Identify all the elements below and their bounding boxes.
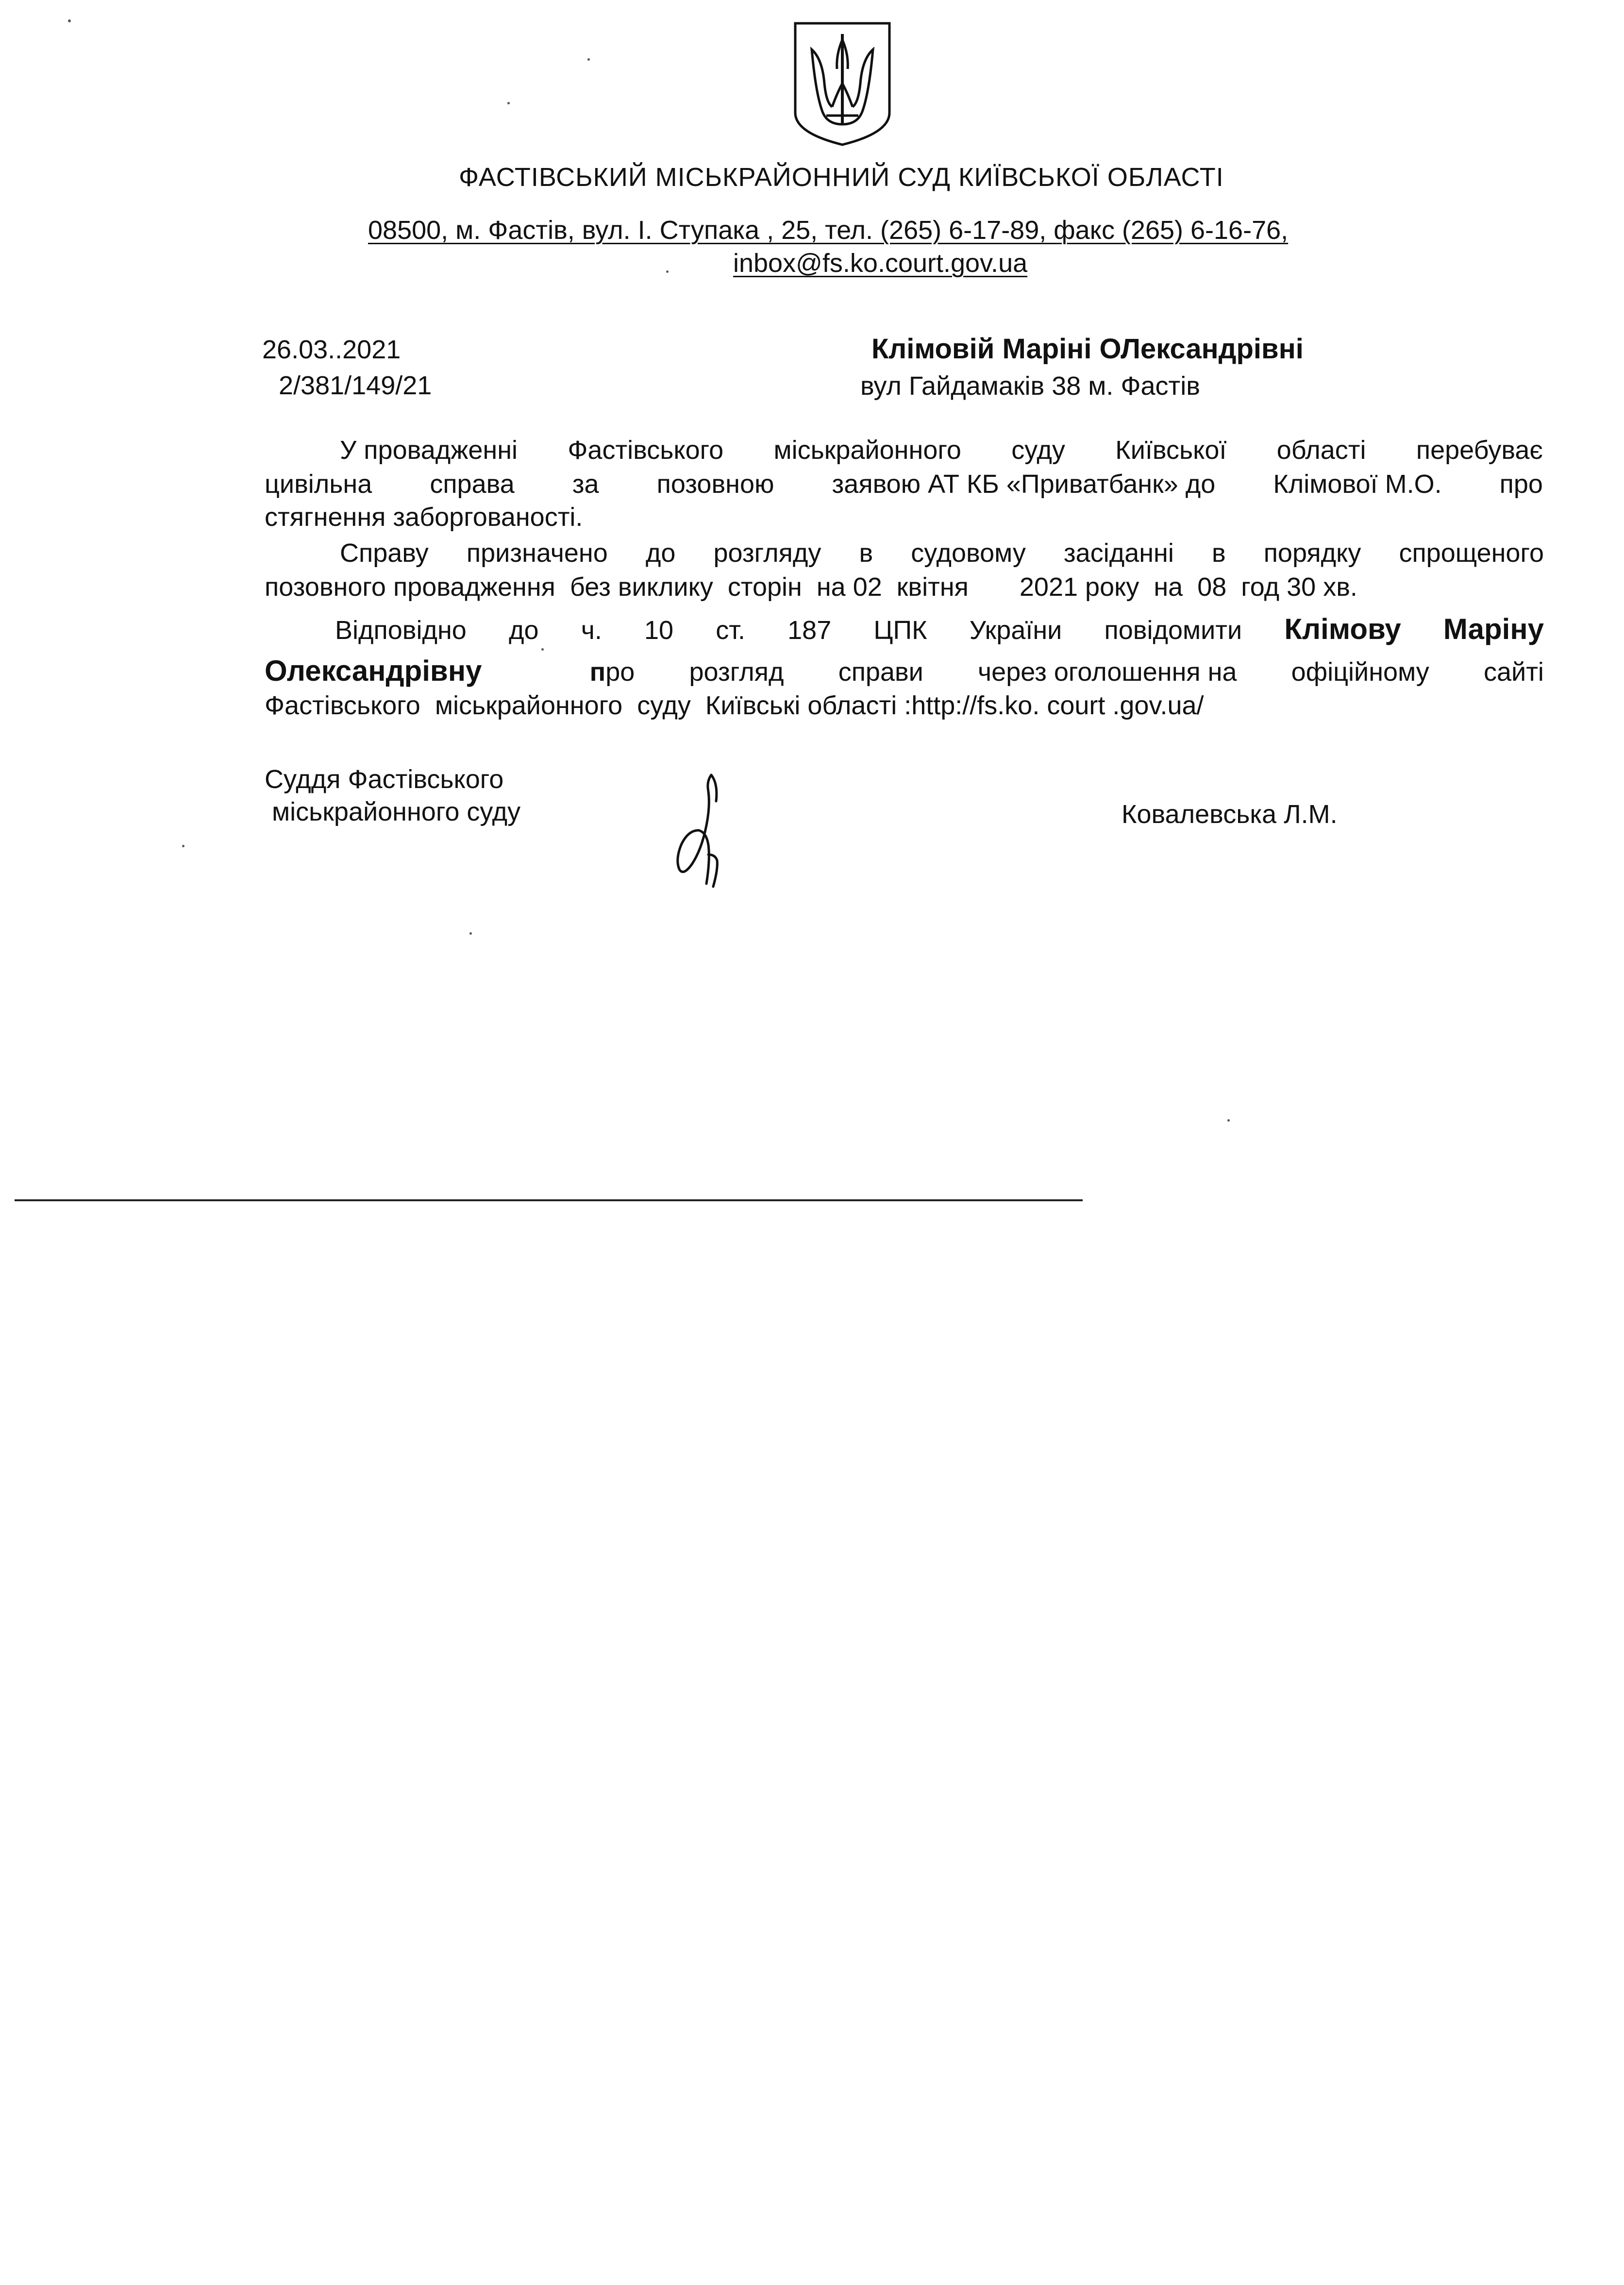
horizontal-divider <box>15 1199 1083 1201</box>
paragraph-3-line-3: Фастівського міськрайонного суду Київські області :http://fs.ko. court .gov.ua/ <box>265 691 1204 720</box>
paragraph-1-line-1: У провадженні Фастівського міськрайонного суду Київської області перебуває <box>340 436 1543 465</box>
recipient-address: вул Гайдамаків 38 м. Фастів <box>860 371 1200 401</box>
paragraph-2-line-1: Справу призначено до розгляду в судовому засіданні в порядку спрощеного <box>340 538 1544 568</box>
handwritten-signature <box>658 772 740 896</box>
scan-speck <box>68 19 71 22</box>
court-email: inbox@fs.ko.court.gov.ua <box>733 249 1028 278</box>
paragraph-3-line-2: Олександрівну про розгляд справи через оголошення на офіційному сайті <box>265 655 1544 687</box>
coat-of-arms-emblem <box>792 20 892 150</box>
court-address-line: 08500, м. Фастів, вул. І. Ступака , 25, тел. (265) 6-17-89, факс (265) 6-16-76, <box>368 216 1289 245</box>
paragraph-1-line-2: цивільна справа за позовною заявою АТ КБ «Приватбанк» до Клімової М.О. про <box>265 470 1543 499</box>
judge-name: Ковалевська Л.М. <box>1122 800 1338 829</box>
judge-title-line-2: міськрайонного суду <box>272 797 521 826</box>
judge-title-line-1: Суддя Фастівського <box>265 765 504 794</box>
scan-speck <box>507 102 510 104</box>
court-name-heading: ФАСТІВСЬКИЙ МІСЬКРАЙОННИЙ СУД КИЇВСЬКОЇ ОБЛАСТІ <box>459 163 1224 192</box>
scan-speck <box>541 648 544 651</box>
scan-speck <box>587 58 590 61</box>
paragraph-3-line-1: Відповідно до ч. 10 ст. 187 ЦПК України повідомити Клімову Маріну <box>335 613 1544 645</box>
scan-speck <box>666 270 669 273</box>
paragraph-1-line-3: стягнення заборгованості. <box>265 503 583 532</box>
scan-speck <box>182 845 184 847</box>
document-date: 26.03..2021 <box>262 335 401 364</box>
scan-speck <box>469 932 472 935</box>
recipient-name: Клімовій Маріні ОЛександрівні <box>871 333 1304 365</box>
scan-speck <box>1227 1119 1230 1122</box>
paragraph-2-line-2: позовного провадження без виклику сторін на 02 квітня 2021 року на 08 год 30 хв. <box>265 572 1357 602</box>
document-reference-number: 2/381/149/21 <box>279 371 432 400</box>
